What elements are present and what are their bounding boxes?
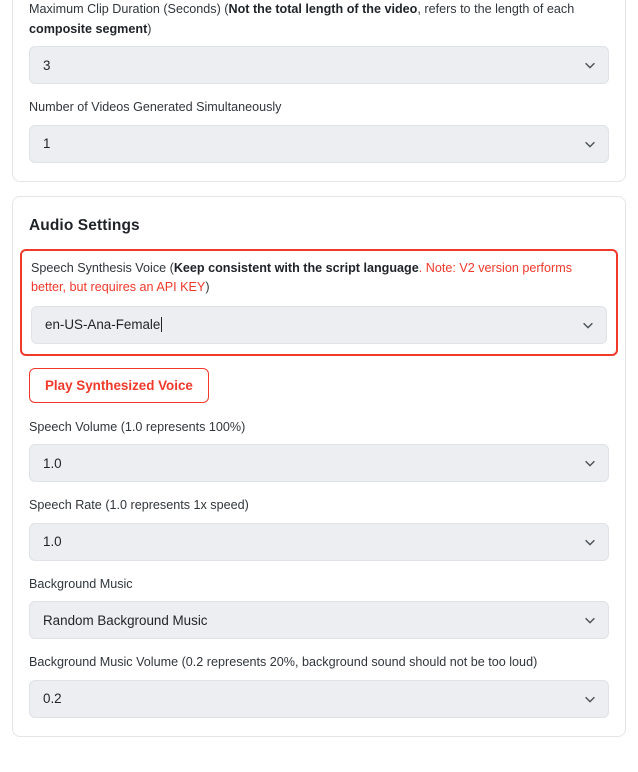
speech-rate-label: Speech Rate (1.0 represents 1x speed)	[29, 498, 249, 513]
field-videos-simultaneous	[29, 98, 609, 163]
speech-volume-value: 1.0	[43, 455, 62, 471]
videos-simultaneous-value: 1	[43, 136, 51, 152]
background-music-volume-select[interactable]	[29, 680, 609, 718]
speech-rate-select[interactable]	[29, 523, 609, 561]
speech-volume-select[interactable]	[29, 444, 609, 482]
chevron-down-icon	[583, 692, 597, 706]
videos-simultaneous-select[interactable]	[29, 125, 609, 163]
field-background-music	[29, 575, 609, 640]
audio-settings-card	[12, 196, 626, 737]
field-max-clip-duration	[29, 0, 609, 84]
chevron-down-icon	[581, 318, 595, 332]
speech-voice-select[interactable]	[31, 306, 607, 344]
background-music-volume-value: 0.2	[43, 691, 62, 707]
background-music-value: Random Background Music	[43, 612, 208, 628]
text-caret	[161, 317, 162, 332]
field-background-music-volume	[29, 653, 609, 718]
background-music-volume-label: Background Music Volume (0.2 represents 20%, background sound should not be too loud)	[29, 655, 538, 670]
field-speech-volume	[29, 418, 609, 483]
background-music-label: Background Music	[29, 576, 133, 591]
chevron-down-icon	[583, 613, 597, 627]
audio-settings-title: Audio Settings	[29, 216, 140, 234]
chevron-down-icon	[583, 58, 597, 72]
max-clip-duration-label: Maximum Clip Duration (Seconds) (Not the total length of the video, refers to the length of each composite segment)	[29, 2, 575, 36]
chevron-down-icon	[583, 456, 597, 470]
chevron-down-icon	[583, 137, 597, 151]
field-speech-rate	[29, 496, 609, 561]
chevron-down-icon	[583, 535, 597, 549]
speech-voice-value: en-US-Ana-Female	[45, 317, 161, 333]
play-synthesized-voice-button[interactable]: Play Synthesized Voice	[29, 368, 209, 403]
speech-volume-label: Speech Volume (1.0 represents 100%)	[29, 419, 246, 434]
speech-rate-value: 1.0	[43, 534, 62, 550]
background-music-select[interactable]	[29, 601, 609, 639]
video-settings-card	[12, 0, 626, 182]
speech-voice-highlight-group	[20, 249, 618, 356]
max-clip-duration-select[interactable]	[29, 46, 609, 84]
videos-simultaneous-label: Number of Videos Generated Simultaneously	[29, 100, 282, 115]
speech-voice-label: Speech Synthesis Voice (Keep consistent with the script language. Note: V2 version performs better, but requires an API KEY)	[31, 260, 573, 295]
max-clip-duration-value: 3	[43, 57, 51, 73]
